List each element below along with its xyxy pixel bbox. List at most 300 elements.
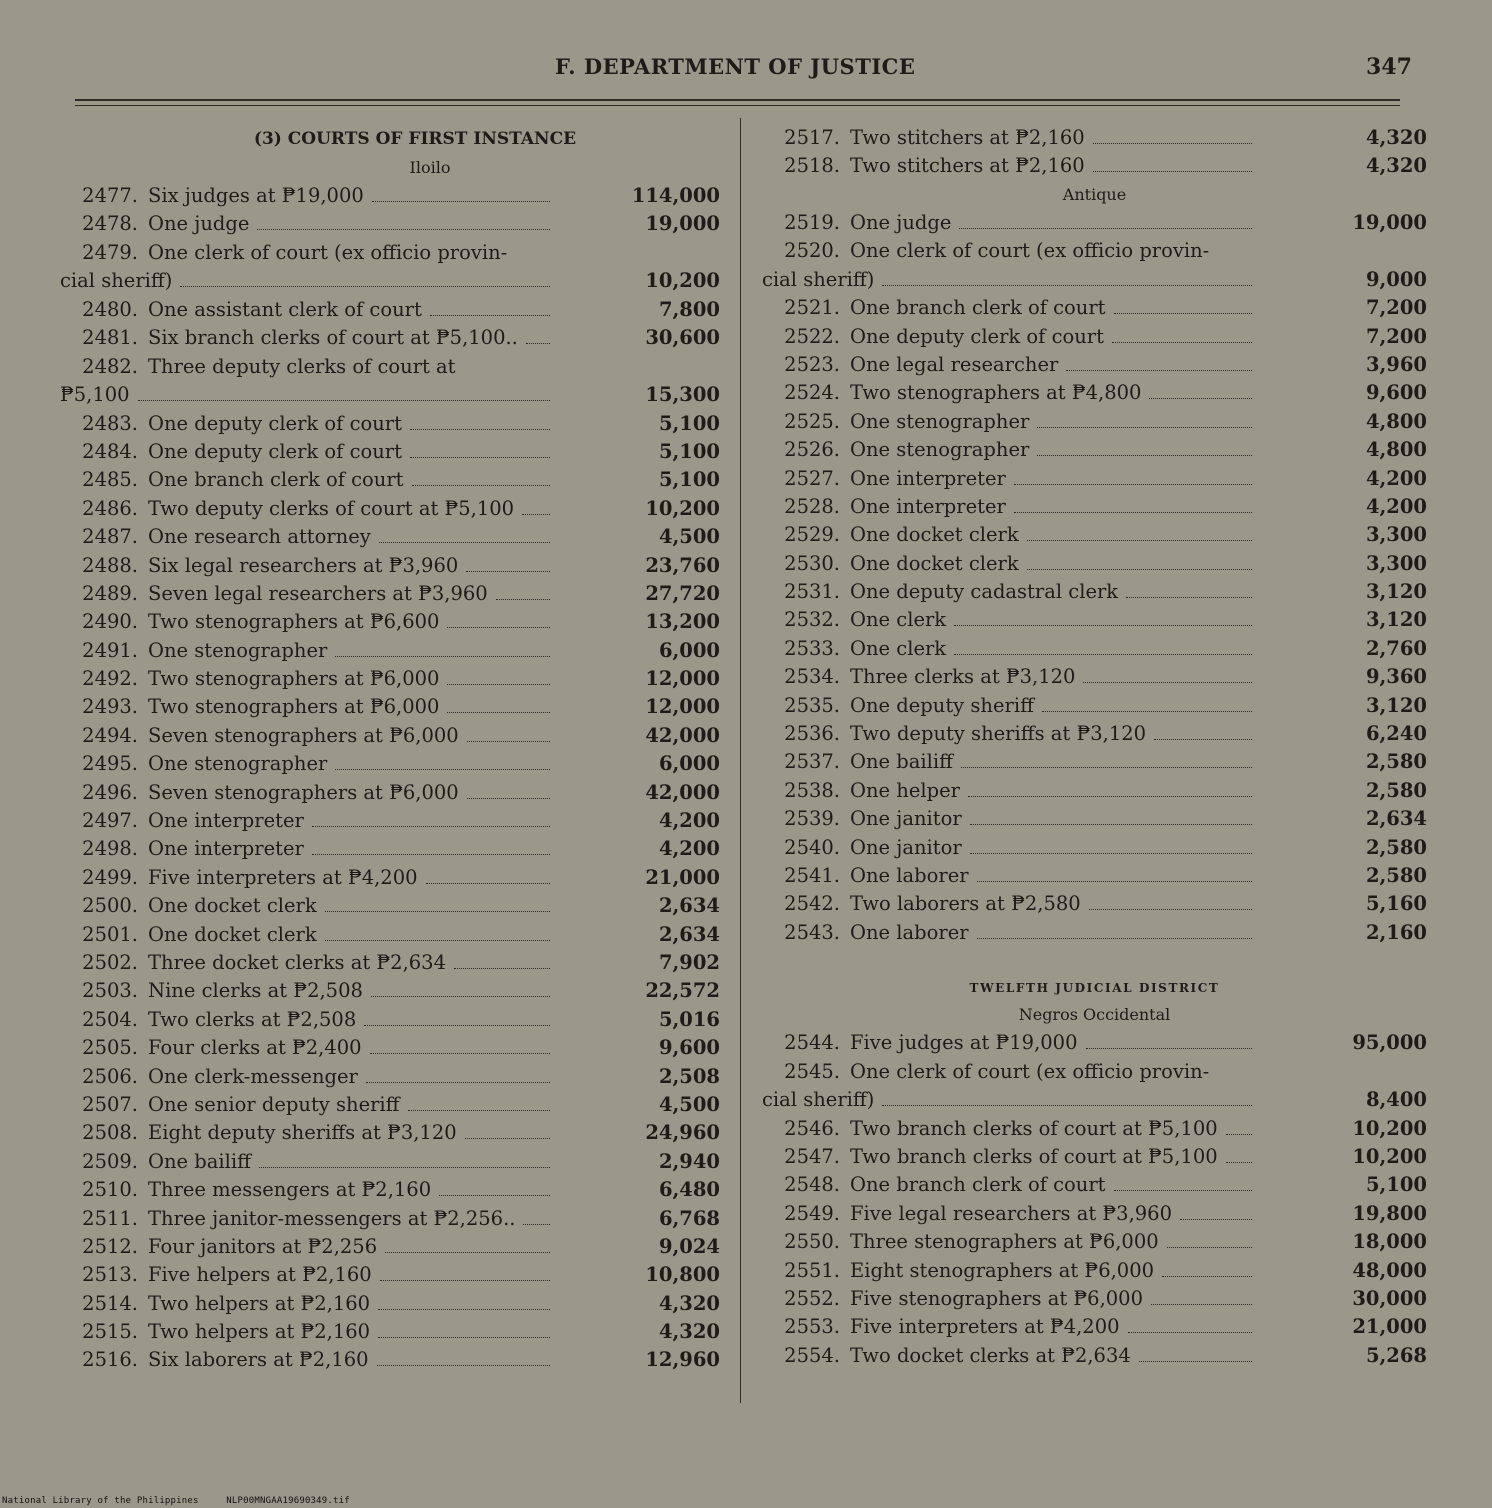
item-amount: 4,800 — [1365, 438, 1427, 462]
budget-item — [762, 805, 1427, 833]
dot-leader — [465, 1138, 550, 1139]
item-number: 2533. — [784, 636, 840, 660]
item-amount: 18,000 — [1352, 1230, 1427, 1254]
item-description: Two docket clerks at ₱2,634 — [850, 1343, 1131, 1367]
dot-leader — [312, 854, 550, 855]
budget-item — [762, 1285, 1427, 1313]
budget-item — [60, 410, 720, 438]
item-number: 2497. — [82, 809, 138, 833]
dot-leader — [1151, 1304, 1252, 1305]
budget-item — [60, 324, 720, 352]
budget-item — [60, 750, 720, 778]
dot-leader — [325, 911, 550, 912]
item-amount: 2,634 — [1365, 807, 1427, 831]
item-description: Two stenographers at ₱4,800 — [850, 381, 1142, 405]
dot-leader — [408, 1110, 550, 1111]
budget-item — [762, 1029, 1427, 1057]
item-number: 2539. — [784, 807, 840, 831]
budget-item — [60, 864, 720, 892]
item-number: 2486. — [82, 496, 138, 520]
dot-leader — [882, 285, 1252, 286]
item-description: Five interpreters at ₱4,200 — [148, 865, 418, 889]
item-amount: 19,800 — [1352, 1201, 1427, 1225]
item-number: 2550. — [784, 1230, 840, 1254]
item-list-antique — [762, 209, 1427, 947]
budget-item — [762, 521, 1427, 549]
item-description: Five interpreters at ₱4,200 — [850, 1315, 1120, 1339]
item-description: Six legal researchers at ₱3,960 — [148, 553, 459, 577]
item-description: Nine clerks at ₱2,508 — [148, 979, 363, 1003]
item-amount: 10,200 — [1352, 1116, 1427, 1140]
item-amount: 12,960 — [645, 1348, 720, 1372]
page-title: F. DEPARTMENT OF JUSTICE — [555, 54, 916, 79]
budget-item — [762, 465, 1427, 493]
item-description-continued: cial sheriff) — [762, 1087, 875, 1111]
budget-item — [60, 977, 720, 1005]
library-credit: National Library of the Philippines — [2, 1496, 199, 1506]
dot-leader — [1027, 569, 1252, 570]
section-heading: (3) COURTS OF FIRST INSTANCE — [253, 129, 577, 149]
budget-item — [762, 237, 1427, 294]
item-description: Seven stenographers at ₱6,000 — [148, 723, 459, 747]
dot-leader — [430, 315, 550, 316]
budget-item — [60, 580, 720, 608]
budget-item — [762, 1115, 1427, 1143]
budget-item — [762, 493, 1427, 521]
item-description: One stenographer — [850, 438, 1030, 462]
item-amount: 2,580 — [1365, 835, 1427, 859]
page-number: 347 — [1366, 54, 1412, 80]
item-number: 2495. — [82, 752, 138, 776]
budget-item — [60, 1034, 720, 1062]
item-number: 2490. — [82, 610, 138, 634]
item-description: One branch clerk of court — [850, 1173, 1106, 1197]
dot-leader — [977, 938, 1252, 939]
item-number: 2493. — [82, 695, 138, 719]
dot-leader — [377, 1365, 550, 1366]
item-description: One laborer — [850, 920, 969, 944]
item-amount: 2,508 — [658, 1064, 720, 1088]
budget-item — [762, 663, 1427, 691]
dot-leader — [1037, 427, 1252, 428]
budget-item — [762, 1313, 1427, 1341]
item-description: Seven stenographers at ₱6,000 — [148, 780, 459, 804]
item-description-continued: cial sheriff) — [60, 269, 173, 293]
item-amount: 2,634 — [658, 894, 720, 918]
dot-leader — [447, 712, 550, 713]
dot-leader — [526, 343, 550, 344]
dot-leader — [1162, 1276, 1252, 1277]
item-number: 2520. — [784, 239, 840, 263]
dot-leader — [372, 201, 550, 202]
item-description: One clerk-messenger — [148, 1064, 358, 1088]
item-number: 2492. — [82, 667, 138, 691]
item-amount: 3,120 — [1365, 608, 1427, 632]
budget-item — [60, 949, 720, 977]
item-description: One clerk — [850, 608, 947, 632]
item-number: 2531. — [784, 580, 840, 604]
item-amount: 22,572 — [645, 979, 720, 1003]
budget-item — [762, 834, 1427, 862]
item-number: 2512. — [82, 1234, 138, 1258]
item-description: One stenographer — [148, 638, 328, 662]
item-number: 2522. — [784, 324, 840, 348]
item-description: Three deputy clerks of court at — [148, 354, 456, 378]
item-number: 2519. — [784, 210, 840, 234]
budget-item — [60, 438, 720, 466]
item-number: 2507. — [82, 1092, 138, 1116]
item-description: One deputy cadastral clerk — [850, 580, 1119, 604]
dot-leader — [961, 767, 1252, 768]
item-amount: 6,000 — [658, 752, 720, 776]
item-amount: 42,000 — [645, 780, 720, 804]
budget-item — [60, 665, 720, 693]
item-amount: 5,100 — [658, 411, 720, 435]
dot-leader — [1042, 711, 1252, 712]
budget-item — [60, 1346, 720, 1374]
item-number: 2485. — [82, 468, 138, 492]
dot-leader — [447, 684, 550, 685]
dot-leader — [1226, 1134, 1252, 1135]
item-amount: 12,000 — [645, 667, 720, 691]
item-amount: 21,000 — [1352, 1315, 1427, 1339]
item-list-negros-occidental — [762, 1029, 1427, 1370]
item-description: Four janitors at ₱2,256 — [148, 1234, 378, 1258]
item-amount: 7,200 — [1365, 324, 1427, 348]
item-amount: 4,200 — [1365, 466, 1427, 490]
budget-item — [60, 1233, 720, 1261]
item-amount: 2,580 — [1365, 750, 1427, 774]
item-amount: 7,800 — [658, 297, 720, 321]
item-amount: 21,000 — [645, 865, 720, 889]
item-description: Two branch clerks of court at ₱5,100 — [850, 1116, 1218, 1140]
budget-item — [762, 777, 1427, 805]
budget-item — [60, 552, 720, 580]
item-amount: 9,600 — [1365, 381, 1427, 405]
budget-item — [762, 606, 1427, 634]
left-column — [60, 124, 720, 1375]
budget-item — [762, 550, 1427, 578]
budget-item — [762, 209, 1427, 237]
dot-leader — [385, 1252, 550, 1253]
budget-item — [60, 1176, 720, 1204]
budget-item — [60, 722, 720, 750]
item-number: 2525. — [784, 409, 840, 433]
item-number: 2500. — [82, 894, 138, 918]
item-list-iloilo — [60, 182, 720, 1375]
item-number: 2528. — [784, 494, 840, 518]
dot-leader — [380, 1280, 550, 1281]
item-number: 2514. — [82, 1291, 138, 1315]
item-amount: 48,000 — [1352, 1258, 1427, 1282]
item-number: 2538. — [784, 778, 840, 802]
dot-leader — [1037, 455, 1252, 456]
item-amount: 10,200 — [645, 269, 720, 293]
item-description: One janitor — [850, 835, 962, 859]
item-amount: 2,634 — [658, 922, 720, 946]
item-number: 2491. — [82, 638, 138, 662]
budget-item — [60, 1148, 720, 1176]
item-amount: 4,320 — [1365, 126, 1427, 149]
item-amount: 114,000 — [631, 184, 720, 207]
item-number: 2504. — [82, 1007, 138, 1031]
item-description: Three clerks at ₱3,120 — [850, 665, 1076, 689]
dot-leader — [1014, 484, 1252, 485]
item-description: Six judges at ₱19,000 — [148, 184, 364, 207]
dot-leader — [378, 1337, 550, 1338]
subheading-iloilo: Iloilo — [409, 158, 451, 177]
dot-leader — [370, 1053, 550, 1054]
item-number: 2527. — [784, 466, 840, 490]
dot-leader — [954, 625, 1252, 626]
budget-item — [762, 919, 1427, 947]
item-number: 2523. — [784, 352, 840, 376]
item-number: 2530. — [784, 551, 840, 575]
item-description-continued: ₱5,100 — [60, 382, 130, 406]
budget-item — [762, 748, 1427, 776]
item-description: Six laborers at ₱2,160 — [148, 1348, 369, 1372]
dot-leader — [970, 824, 1252, 825]
item-number: 2516. — [82, 1348, 138, 1372]
item-amount: 4,200 — [1365, 494, 1427, 518]
budget-item — [60, 807, 720, 835]
dot-leader — [1089, 909, 1252, 910]
item-number: 2480. — [82, 297, 138, 321]
item-description: One laborer — [850, 863, 969, 887]
item-description: One stenographer — [850, 409, 1030, 433]
item-amount: 2,160 — [1365, 920, 1427, 944]
budget-item — [762, 578, 1427, 606]
dot-leader — [882, 1105, 1252, 1106]
dot-leader — [447, 627, 550, 628]
budget-item — [762, 862, 1427, 890]
item-description: Eight stenographers at ₱6,000 — [850, 1258, 1155, 1282]
item-amount: 10,200 — [1352, 1144, 1427, 1168]
item-amount: 10,800 — [645, 1263, 720, 1287]
item-number: 2545. — [784, 1059, 840, 1083]
item-amount: 15,300 — [645, 382, 720, 406]
item-number: 2521. — [784, 296, 840, 320]
item-number: 2505. — [82, 1036, 138, 1060]
item-amount: 9,360 — [1365, 665, 1427, 689]
dot-leader — [335, 656, 550, 657]
item-number: 2537. — [784, 750, 840, 774]
item-number: 2503. — [82, 979, 138, 1003]
item-description: One stenographer — [148, 752, 328, 776]
item-number: 2543. — [784, 920, 840, 944]
item-amount: 3,120 — [1365, 693, 1427, 717]
dot-leader — [439, 1195, 550, 1196]
budget-item — [60, 1119, 720, 1147]
item-description: One interpreter — [148, 809, 304, 833]
dot-leader — [1126, 597, 1252, 598]
item-description: One interpreter — [850, 466, 1006, 490]
item-amount: 9,600 — [658, 1036, 720, 1060]
budget-item — [60, 296, 720, 324]
item-description: Two clerks at ₱2,508 — [148, 1007, 357, 1031]
item-description: Five legal researchers at ₱3,960 — [850, 1201, 1172, 1225]
item-number: 2542. — [784, 892, 840, 916]
item-description: One deputy clerk of court — [148, 411, 402, 435]
dot-leader — [1139, 1361, 1252, 1362]
dot-leader — [138, 400, 550, 401]
item-number: 2544. — [784, 1031, 840, 1055]
dot-leader — [180, 286, 550, 287]
item-number: 2547. — [784, 1144, 840, 1168]
item-number: 2517. — [784, 126, 840, 149]
budget-item — [762, 1171, 1427, 1199]
item-number: 2487. — [82, 525, 138, 549]
item-amount: 5,100 — [658, 468, 720, 492]
budget-item — [60, 1318, 720, 1346]
budget-item — [762, 351, 1427, 379]
item-description: Two stenographers at ₱6,600 — [148, 610, 440, 634]
item-description: One interpreter — [850, 494, 1006, 518]
dot-leader — [1114, 313, 1252, 314]
dot-leader — [412, 485, 550, 486]
item-amount: 8,400 — [1365, 1087, 1427, 1111]
item-amount: 4,320 — [1365, 154, 1427, 178]
item-description: One research attorney — [148, 525, 371, 549]
item-description: Five stenographers at ₱6,000 — [850, 1286, 1143, 1310]
item-description: Four clerks at ₱2,400 — [148, 1036, 362, 1060]
item-amount: 3,960 — [1365, 352, 1427, 376]
item-amount: 4,800 — [1365, 409, 1427, 433]
dot-leader — [1180, 1219, 1252, 1220]
header-rule-thin — [75, 105, 1400, 106]
item-description: Two stitchers at ₱2,160 — [850, 126, 1085, 149]
item-description: Five helpers at ₱2,160 — [148, 1263, 372, 1287]
item-description: One docket clerk — [850, 551, 1019, 575]
item-amount: 5,268 — [1365, 1343, 1427, 1367]
budget-item — [762, 408, 1427, 436]
item-amount: 5,100 — [658, 439, 720, 463]
item-amount: 2,580 — [1365, 778, 1427, 802]
item-amount: 5,016 — [658, 1007, 720, 1031]
item-description: One branch clerk of court — [148, 468, 404, 492]
item-description: One docket clerk — [148, 894, 317, 918]
dot-leader — [1112, 342, 1252, 343]
item-amount: 4,320 — [658, 1320, 720, 1344]
item-number: 2532. — [784, 608, 840, 632]
item-number: 2499. — [82, 865, 138, 889]
item-number: 2529. — [784, 523, 840, 547]
budget-item — [60, 353, 720, 410]
budget-item — [762, 635, 1427, 663]
budget-item — [60, 779, 720, 807]
item-description: One clerk of court (ex officio provin- — [148, 240, 508, 264]
item-amount: 42,000 — [645, 723, 720, 747]
item-description: Eight deputy sheriffs at ₱3,120 — [148, 1121, 457, 1145]
item-description: Two stenographers at ₱6,000 — [148, 667, 440, 691]
item-amount: 4,500 — [658, 525, 720, 549]
item-amount: 30,600 — [645, 326, 720, 350]
item-amount: 5,100 — [1365, 1173, 1427, 1197]
budget-item — [60, 1261, 720, 1289]
budget-item — [60, 523, 720, 551]
item-amount: 19,000 — [1352, 210, 1427, 234]
item-number: 2524. — [784, 381, 840, 405]
dot-leader — [1014, 512, 1252, 513]
item-description: Six branch clerks of court at ₱5,100.. — [148, 326, 518, 350]
item-number: 2551. — [784, 1258, 840, 1282]
item-description: Three janitor-messengers at ₱2,256.. — [148, 1206, 516, 1230]
item-number: 2502. — [82, 950, 138, 974]
budget-item — [762, 1143, 1427, 1171]
budget-item — [60, 239, 720, 296]
item-description: Two branch clerks of court at ₱5,100 — [850, 1144, 1218, 1168]
item-number: 2509. — [82, 1149, 138, 1173]
item-number: 2511. — [82, 1206, 138, 1230]
item-description: One interpreter — [148, 837, 304, 861]
item-description: Five judges at ₱19,000 — [850, 1031, 1078, 1055]
budget-item — [60, 892, 720, 920]
item-number: 2479. — [82, 240, 138, 264]
budget-item — [60, 210, 720, 238]
item-description: One clerk — [850, 636, 947, 660]
item-description: Two deputy sheriffs at ₱3,120 — [850, 722, 1147, 746]
item-amount: 9,024 — [658, 1234, 720, 1258]
budget-item — [60, 835, 720, 863]
item-amount: 6,000 — [658, 638, 720, 662]
budget-item — [762, 124, 1427, 152]
item-number: 2484. — [82, 439, 138, 463]
item-description: One bailiff — [148, 1149, 251, 1173]
dot-leader — [1128, 1332, 1252, 1333]
dot-leader — [1093, 143, 1252, 144]
item-number: 2536. — [784, 722, 840, 746]
item-description: Three messengers at ₱2,160 — [148, 1178, 432, 1202]
item-amount: 3,120 — [1365, 580, 1427, 604]
dot-leader — [257, 229, 550, 230]
dot-leader — [378, 1309, 550, 1310]
item-amount: 6,480 — [658, 1178, 720, 1202]
item-number: 2510. — [82, 1178, 138, 1202]
item-amount: 3,300 — [1365, 523, 1427, 547]
budget-item — [762, 1228, 1427, 1256]
item-description: One branch clerk of court — [850, 296, 1106, 320]
budget-item — [762, 379, 1427, 407]
budget-item — [60, 495, 720, 523]
budget-item — [60, 921, 720, 949]
item-description: Two helpers at ₱2,160 — [148, 1320, 371, 1344]
item-description: One deputy clerk of court — [148, 439, 402, 463]
item-description: One assistant clerk of court — [148, 297, 422, 321]
budget-item — [762, 1257, 1427, 1285]
item-description: One helper — [850, 778, 960, 802]
item-description: Two deputy clerks of court at ₱5,100 — [148, 496, 515, 520]
dot-leader — [1226, 1162, 1252, 1163]
item-number: 2513. — [82, 1263, 138, 1287]
item-description: One legal researcher — [850, 352, 1059, 376]
budget-item — [762, 720, 1427, 748]
item-list-iloilo-continued — [762, 124, 1427, 181]
item-amount: 4,200 — [658, 809, 720, 833]
item-description: Two helpers at ₱2,160 — [148, 1291, 371, 1315]
dot-leader — [454, 968, 550, 969]
item-number: 2494. — [82, 723, 138, 747]
item-description: One bailiff — [850, 750, 953, 774]
budget-item — [762, 1200, 1427, 1228]
item-amount: 27,720 — [645, 581, 720, 605]
right-column — [762, 124, 1427, 1370]
subheading-negros-occidental: Negros Occidental — [1018, 1005, 1171, 1025]
item-description: One docket clerk — [148, 922, 317, 946]
dot-leader — [259, 1167, 550, 1168]
item-amount: 5,160 — [1365, 892, 1427, 916]
item-number: 2478. — [82, 212, 138, 236]
item-amount: 2,940 — [658, 1149, 720, 1173]
